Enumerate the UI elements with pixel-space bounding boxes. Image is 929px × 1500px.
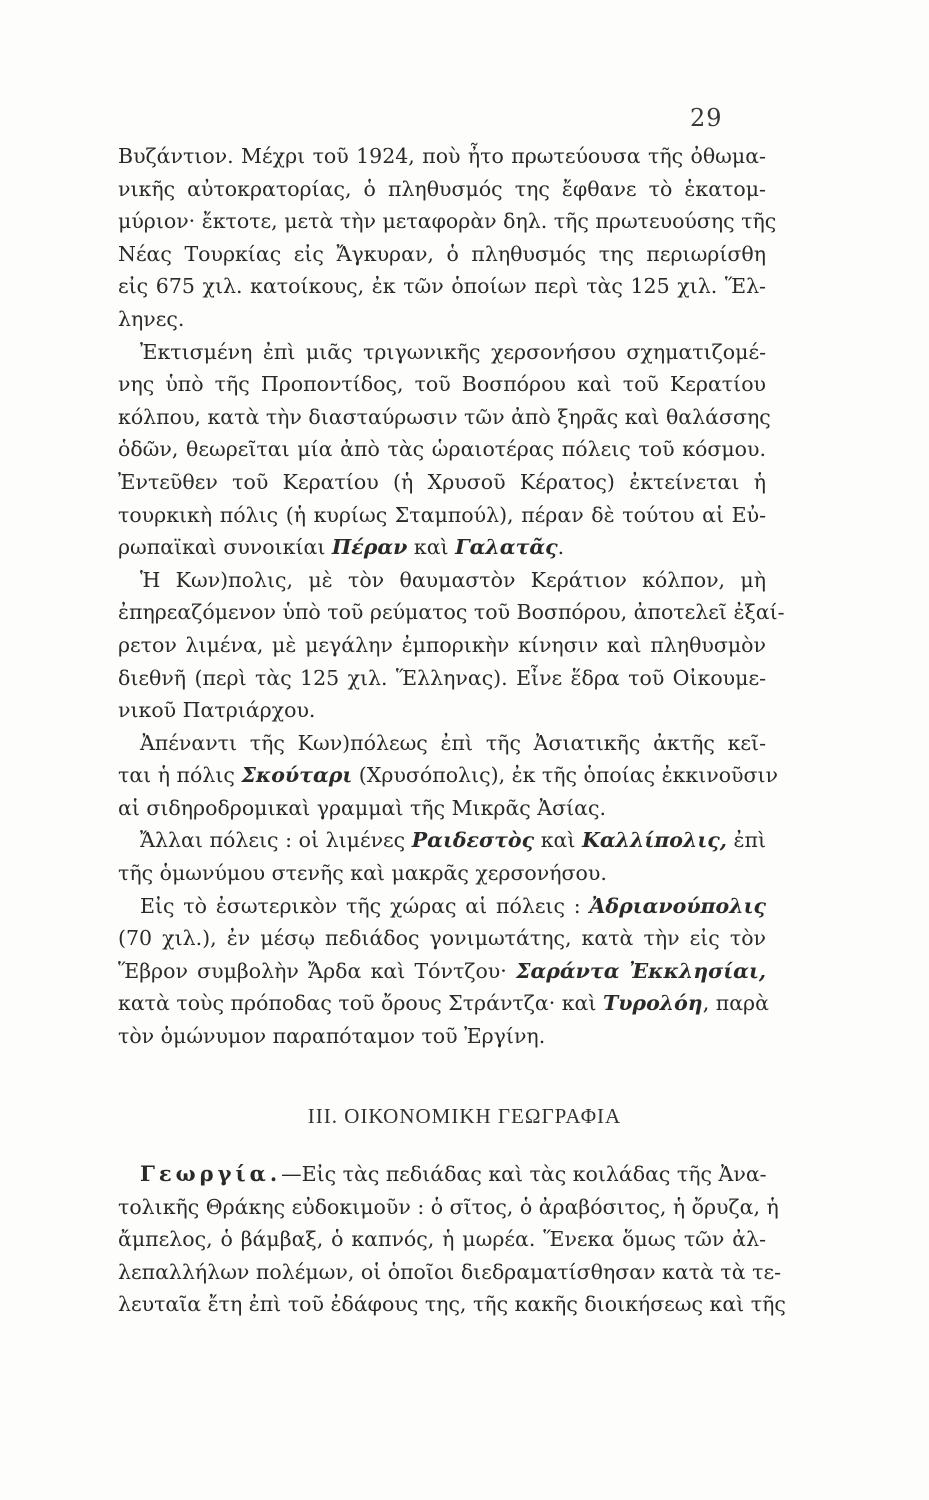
text-line: νικοῦ Πατριάρχου. (118, 698, 316, 723)
text-line: Ἡ Κων)πολις, μὲ τὸν θαυμαστὸν Κεράτιον κόλπον, μὴ (140, 567, 766, 592)
text-line: Ἐκτισμένη ἐπὶ μιᾶς τριγωνικῆς χερσονήσου σχηματιζομέ- (140, 339, 766, 364)
text-line: Ἀπέναντι τῆς Κων)πόλεως ἐπὶ τῆς Ἀσιατικῆς ἀκτῆς κεῖ- (140, 730, 766, 755)
page-number: 29 (690, 104, 723, 132)
text-line: κατὰ τοὺς πρόποδας τοῦ ὄρους Στράντζα· καὶ Τυρολόη, παρὰ (118, 991, 769, 1016)
text-line: Βυζάντιον. Μέχρι τοῦ 1924, ποὺ ἦτο πρωτεύουσα τῆς ὀθωμα- (118, 144, 766, 168)
body-text (118, 1158, 786, 1321)
text-line: ἄμπελος, ὁ βάμβαξ, ὁ καπνός, ἡ μωρέα. Ἕνεκα ὅμως τῶν ἀλ- (118, 1227, 766, 1252)
text-line: τουρκικὴ πόλις (ἡ κυρίως Σταμπούλ), πέραν δὲ τούτου αἱ Εὐ- (118, 502, 766, 527)
place-name: Ραιδεστὸς (411, 828, 535, 853)
place-name: Πέραν (331, 535, 408, 560)
place-name: Ἀδριανούπολις (589, 893, 766, 918)
subsection-title: Γεωργία. (140, 1161, 282, 1186)
text-line: Ἐντεῦθεν τοῦ Κερατίου (ἡ Χρυσοῦ Κέρατος) ἐκτείνεται ἡ (118, 469, 766, 494)
text-line: τὸν ὁμώνυμον παραπόταμον τοῦ Ἐργίνη. (118, 1024, 546, 1049)
body-text (118, 140, 785, 1053)
place-name: Γαλατᾶς (455, 535, 558, 560)
text-line: νικῆς αὐτοκρατορίας, ὁ πληθυσμός της ἔφθανε τὸ ἑκατομ- (118, 176, 766, 201)
text-line: Γεωργία.—Εἰς τὰς πεδιάδας καὶ τὰς κοιλάδας τῆς Ἀνα- (140, 1161, 767, 1186)
place-name: Καλλίπολις, (582, 828, 727, 853)
text-line: Εἰς τὸ ἐσωτερικὸν τῆς χώρας αἱ πόλεις : Ἀδριανούπολις (140, 893, 766, 918)
text-line: νης ὑπὸ τῆς Προποντίδος, τοῦ Βοσπόρου καὶ τοῦ Κερατίου (118, 372, 766, 397)
text-line: Ἄλλαι πόλεις : οἱ λιμένες Ραιδεστὸς καὶ Καλλίπολις, ἐπὶ (140, 828, 767, 853)
text-line: κόλπου, κατὰ τὴν διασταύρωσιν τῶν ἀπὸ ξηρᾶς καὶ θαλάσσης (118, 404, 771, 429)
section-heading: III. ΟΙΚΟΝΟΜΙΚΗ ΓΕΩΓΡΑΦΙΑ (307, 1104, 622, 1128)
text-line: ὁδῶν, θεωρεῖται μία ἀπὸ τὰς ὡραιοτέρας πόλεις τοῦ κόσμου. (118, 437, 766, 462)
text-line: (70 χιλ.), ἐν μέσῳ πεδιάδος γονιμωτάτης, κατὰ τὴν εἰς τὸν (118, 926, 766, 951)
text-line: Ἕβρον συμβολὴν Ἄρδα καὶ Τόντζου· Σαράντα Ἐκκλησίαι, (118, 958, 767, 983)
text-line: Νέας Τουρκίας εἰς Ἄγκυραν, ὁ πληθυσμός της περιωρίσθη (118, 241, 766, 266)
text-line: τολικῆς Θράκης εὐδοκιμοῦν : ὁ σῖτος, ὁ ἀραβόσιτος, ἡ ὄρυζα, ἡ (118, 1194, 779, 1219)
place-name: Σαράντα Ἐκκλησίαι, (516, 958, 767, 983)
text-line: αἱ σιδηροδρομικαὶ γραμμαὶ τῆς Μικρᾶς Ἀσίας. (118, 795, 606, 820)
place-name: Σκούταρι (241, 763, 353, 788)
text-line: ληνες. (118, 306, 185, 331)
text-line: λευταῖα ἔτη ἐπὶ τοῦ ἐδάφους της, τῆς κακῆς διοικήσεως καὶ τῆς (118, 1292, 786, 1317)
text-line: λεπαλλήλων πολέμων, οἱ ὁποῖοι διεδραματίσθησαν κατὰ τὰ τε- (118, 1259, 781, 1284)
place-name: Τυρολόη (602, 991, 703, 1016)
text-line: ρωπαϊκαὶ συνοικίαι Πέραν καὶ Γαλατᾶς. (118, 535, 565, 560)
text-line: ρετον λιμένα, μὲ μεγάλην ἐμπορικὴν κίνησιν καὶ πληθυσμὸν (118, 632, 766, 657)
text-line: τῆς ὁμωνύμου στενῆς καὶ μακρᾶς χερσονήσου. (118, 861, 607, 886)
text-line: εἰς 675 χιλ. κατοίκους, ἐκ τῶν ὁποίων περὶ τὰς 125 χιλ. Ἕλ- (118, 274, 766, 299)
text-line: διεθνῆ (περὶ τὰς 125 χιλ. Ἕλληνας). Εἶνε ἕδρα τοῦ Οἰκουμε- (118, 665, 766, 690)
text-line: ἐπηρεαζόμενον ὑπὸ τοῦ ρεύματος τοῦ Βοσπόρου, ἀποτελεῖ ἐξαί- (118, 600, 785, 625)
text-line: μύριον· ἔκτοτε, μετὰ τὴν μεταφορὰν δηλ. τῆς πρωτευούσης τῆς (118, 209, 777, 234)
text-line: ται ἡ πόλις Σκούταρι (Χρυσόπολις), ἐκ τῆς ὁποίας ἐκκινοῦσιν (118, 763, 779, 788)
